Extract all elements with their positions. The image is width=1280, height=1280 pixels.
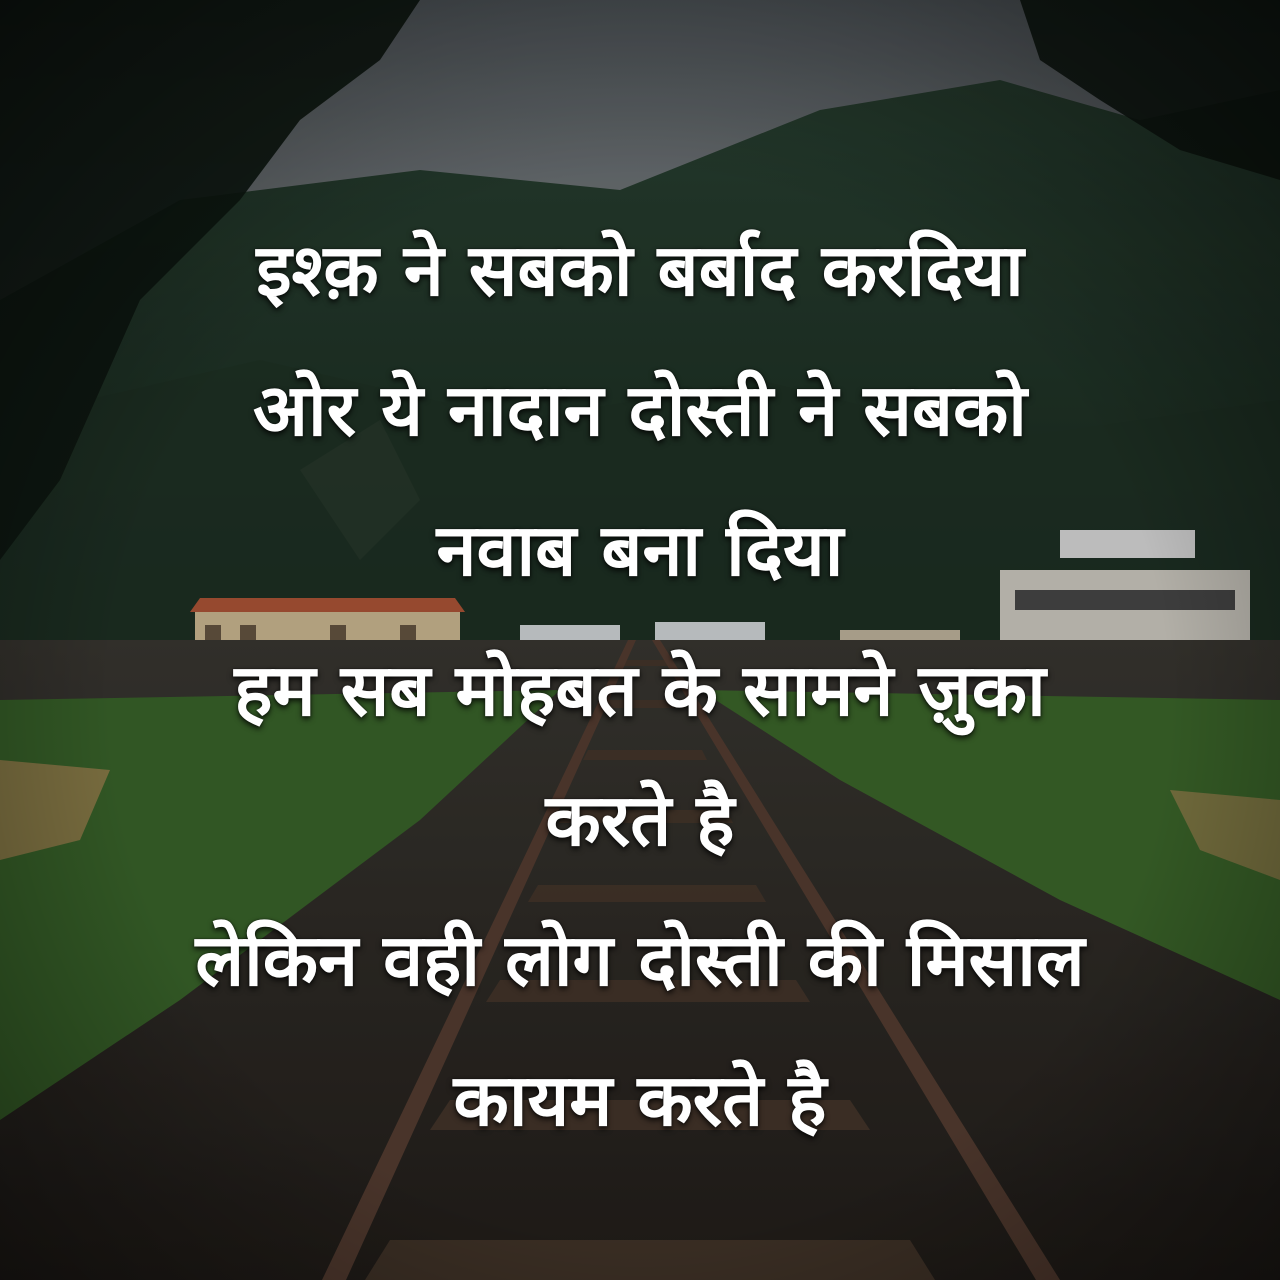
quote-line: नवाब बना दिया	[436, 508, 844, 592]
quote-line: करते है	[545, 778, 735, 862]
quote-line: लेकिन वही लोग दोस्ती की मिसाल	[195, 918, 1085, 1002]
quote-line: ओर ये नादान दोस्ती ने सबको	[253, 368, 1027, 452]
quote-line: हम सब मोहबत के सामने ज़ुका	[234, 648, 1046, 732]
quote-line: कायम करते है	[453, 1058, 827, 1142]
quote-line: इश्क़ ने सबको बर्बाद करदिया	[256, 228, 1024, 312]
